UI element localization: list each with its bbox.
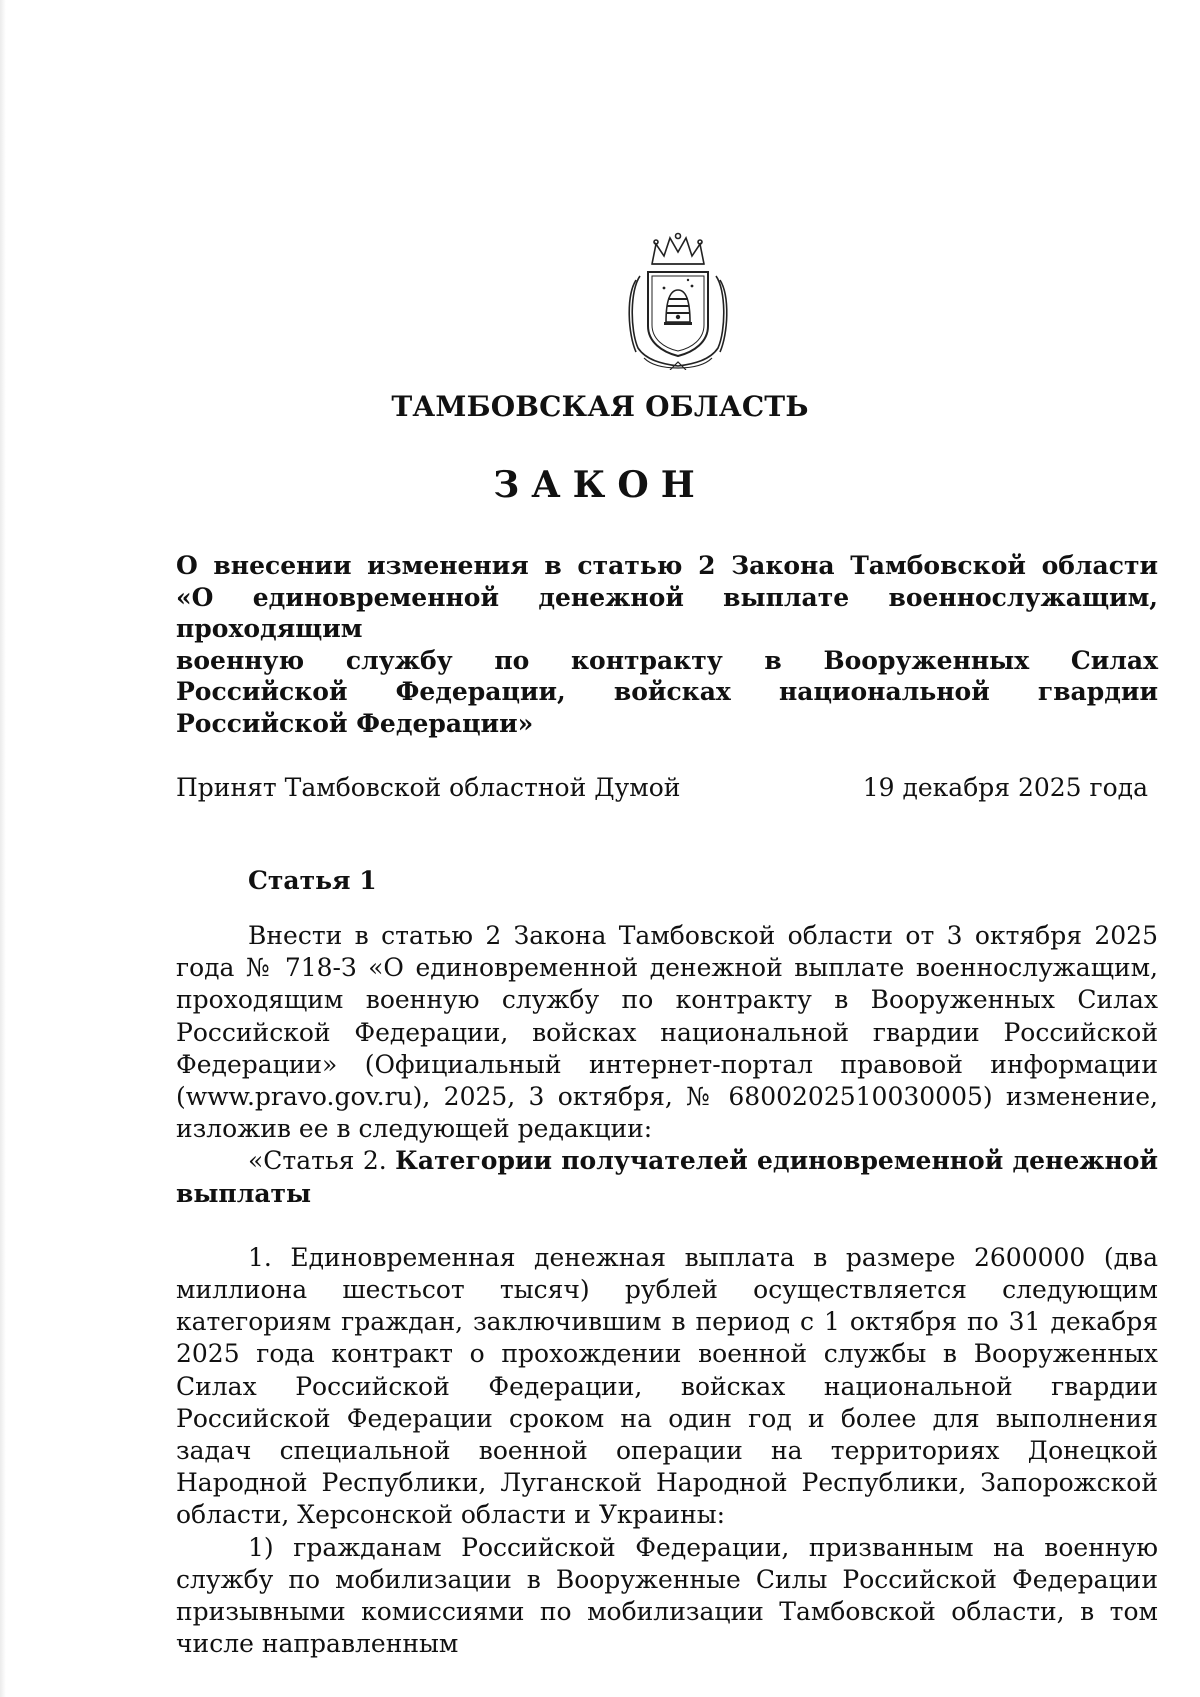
paragraph: 1) гражданам Российской Федерации, призванным на военную службу по мобилизации в Вооруженные Силы Российской Федерации призывными комиссиями по мобилизации Тамбовской области, в том числе направленным xyxy=(176,1532,1158,1659)
region-title: ТАМБОВСКАЯ ОБЛАСТЬ xyxy=(391,390,809,423)
quoted-article-title: Категории получателей единовременной денежной выплаты xyxy=(176,1146,1159,1208)
adopted-by: Принят Тамбовской областной Думой xyxy=(176,773,681,802)
law-title-line: «О единовременной денежной выплате военнослужащим, проходящим xyxy=(176,582,1158,643)
law-title-line: Российской Федерации» xyxy=(176,708,534,738)
law-title-line: Российской Федерации, войсках национальной гвардии xyxy=(176,677,1158,706)
article-heading: Статья 1 xyxy=(248,866,377,895)
scan-edge xyxy=(0,0,6,1697)
article-body xyxy=(176,920,1158,1660)
law-title-line: О внесении изменения в статью 2 Закона Тамбовской области xyxy=(176,551,1158,580)
quoted-article-heading xyxy=(176,1145,1158,1209)
law-title-line: военную службу по контракту в Вооруженных Силах xyxy=(176,645,1158,675)
document-type: ЗАКОН xyxy=(493,464,707,506)
law-title xyxy=(176,550,1158,739)
paragraph: 1. Единовременная денежная выплата в размере 2600000 (два миллиона шестьсот тысяч) рублей осуществляется следующим категориям граждан, заключившим в период с 1 октября по 31 декабря 2025 года контракт о прохождении военной службы в Вооруженных Силах Российской Федерации, войсках национальной гвардии Российской Федерации сроком на один год и более для выполнения задач специальной военной операции на территориях Донецкой Народной Республики, Луганской Народной Республики, Запорожской области, Херсонской области и Украины: xyxy=(176,1242,1158,1530)
coat-of-arms-icon xyxy=(622,230,734,370)
spacer xyxy=(176,1210,1158,1242)
quoted-article-prefix: «Статья 2. xyxy=(248,1146,387,1176)
paragraph: Внести в статью 2 Закона Тамбовской области от 3 октября 2025 года № 718-З «О единовременной денежной выплате военнослужащим, проходящим военную службу по контракту в Вооруженных Силах Российской Федерации, войсках национальной гвардии Российской Федерации» (Официальный интернет-портал правовой информации (www.pravo.gov.ru), 2025, 3 октября, № 6800202510030005) изменение, изложив ее в следующей редакции: xyxy=(176,921,1158,1144)
adopted-date: 19 декабря 2025 года xyxy=(862,773,1148,802)
